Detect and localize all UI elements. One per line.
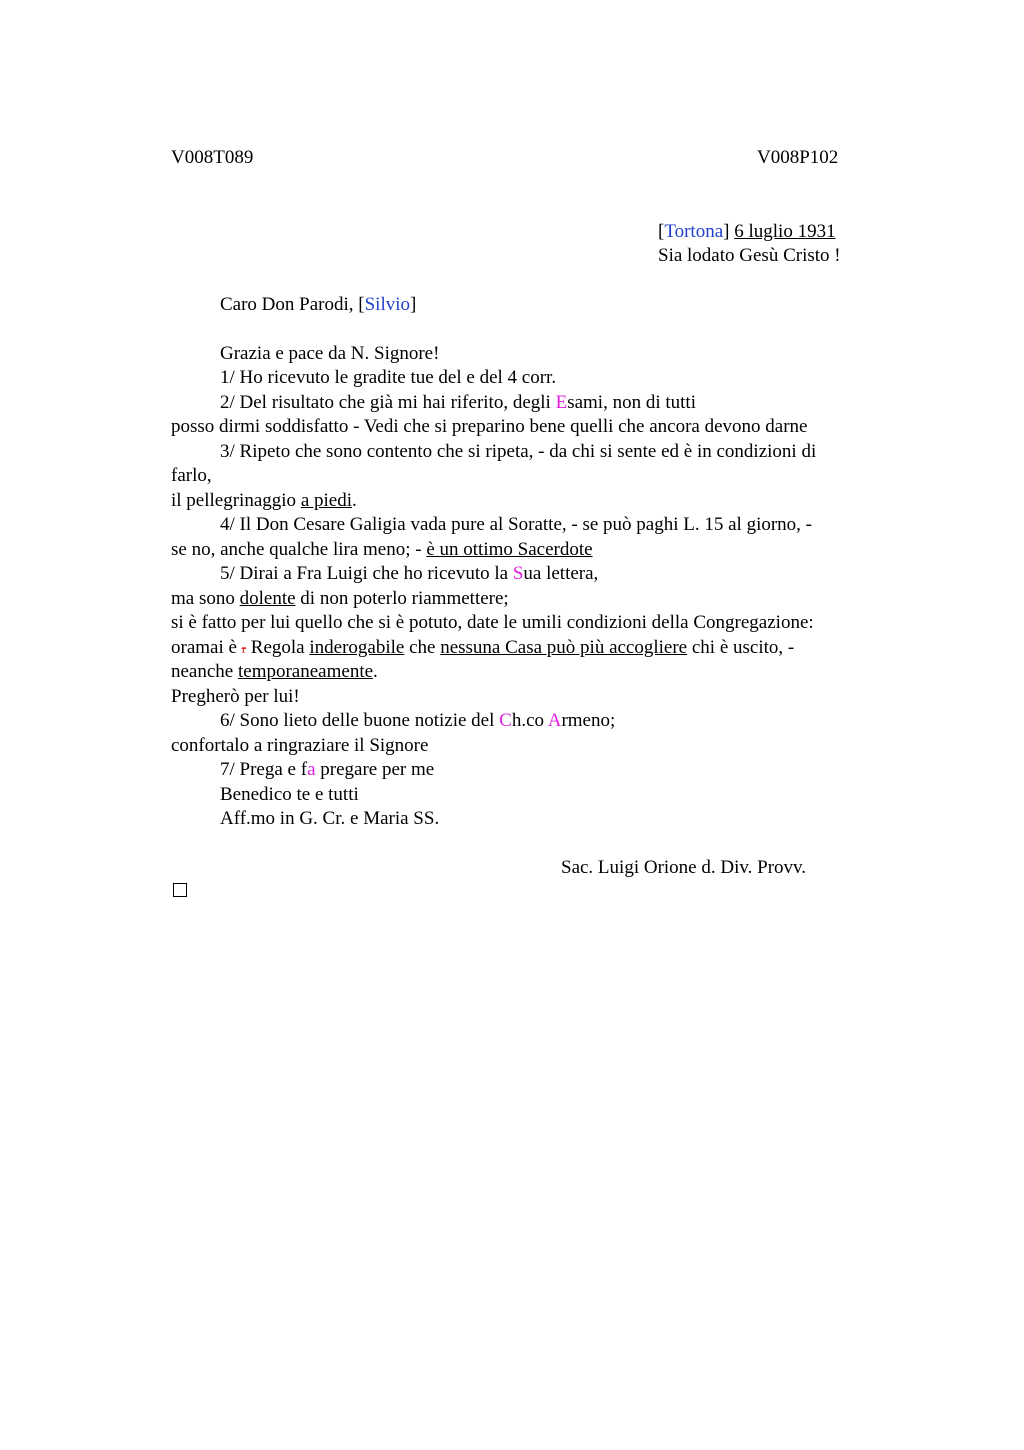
text-run: h.co bbox=[511, 710, 548, 731]
underlined-text: nessuna Casa può più accogliere bbox=[440, 637, 688, 658]
paragraph-5-line-2 bbox=[171, 587, 509, 611]
text-run: 5/ Dirai a Fra Luigi che ho ricevuto la bbox=[220, 563, 513, 584]
text-run: Regola bbox=[246, 637, 310, 658]
text-run: . bbox=[373, 661, 378, 682]
empty-box-icon bbox=[173, 883, 187, 897]
paragraph-5 bbox=[220, 562, 598, 586]
underlined-text: è un ottimo Sacerdote bbox=[426, 539, 593, 560]
invocation: Sia lodato Gesù Cristo ! bbox=[658, 245, 841, 266]
paragraph-5-line-4 bbox=[171, 636, 794, 661]
closing-valediction: Aff.mo in G. Cr. e Maria SS. bbox=[220, 808, 440, 829]
deleted-letter: r bbox=[241, 641, 247, 656]
editorial-letter: a bbox=[307, 759, 316, 780]
paragraph-2-cont: posso dirmi soddisfatto - Vedi che si preparino bene quelli che ancora devono darne bbox=[171, 416, 808, 437]
editorial-letter: E bbox=[555, 392, 568, 413]
underlined-text: inderogabile bbox=[309, 637, 405, 658]
dateline: [Tortona] 6 luglio 1931 bbox=[658, 221, 836, 242]
greeting: Grazia e pace da N. Signore! bbox=[220, 343, 440, 364]
paragraph-3: 3/ Ripeto che sono contento che si ripeta, - da chi si sente ed è in condizioni di bbox=[220, 441, 817, 462]
text-run: pregare per me bbox=[315, 759, 435, 780]
text-run: ma sono bbox=[171, 588, 240, 609]
document-code-right: V008P102 bbox=[757, 147, 839, 168]
text-run: sami, non di tutti bbox=[567, 392, 696, 413]
text-run: 6/ Sono lieto delle buone notizie del bbox=[220, 710, 500, 731]
paragraph-5-line-5 bbox=[171, 660, 378, 684]
paragraph-7 bbox=[220, 758, 434, 782]
text-run: se no, anche qualche lira meno; - bbox=[171, 539, 427, 560]
text-run: 2/ Del risultato che già mi hai riferito, degli bbox=[220, 392, 556, 413]
paragraph-5-line-6: Pregherò per lui! bbox=[171, 686, 300, 707]
paragraph-4-cont bbox=[171, 538, 593, 562]
recipient-name: Silvio bbox=[364, 294, 410, 315]
text-run: oramai è bbox=[171, 637, 242, 658]
text-run: ua lettera, bbox=[523, 563, 599, 584]
salutation: Caro Don Parodi, [Silvio] bbox=[220, 294, 417, 315]
salutation-text: Caro Don Parodi, bbox=[220, 294, 359, 315]
place-name: Tortona bbox=[664, 221, 724, 242]
text-run: che bbox=[404, 637, 441, 658]
underlined-text: temporaneamente bbox=[237, 661, 374, 682]
document-code-left: V008T089 bbox=[171, 147, 254, 168]
text-run: il pellegrinaggio bbox=[171, 490, 301, 511]
text-run: 7/ Prega e f bbox=[220, 759, 308, 780]
paragraph-6-cont: confortalo a ringraziare il Signore bbox=[171, 735, 429, 756]
paragraph-3-cont: farlo, bbox=[171, 465, 212, 486]
text-run: chi è uscito, - bbox=[687, 637, 795, 658]
text-run: rmeno; bbox=[561, 710, 616, 731]
text-run: neanche bbox=[171, 661, 238, 682]
closing-blessing: Benedico te e tutti bbox=[220, 784, 359, 805]
underlined-text: a piedi bbox=[300, 490, 352, 511]
paragraph-1: 1/ Ho ricevuto le gradite tue del e del 4 corr. bbox=[220, 367, 557, 388]
text-run: di non poterlo riammettere; bbox=[295, 588, 509, 609]
paragraph-4: 4/ Il Don Cesare Galigia vada pure al Soratte, - se può paghi L. 15 al giorno, - bbox=[220, 514, 812, 535]
underlined-text: dolente bbox=[239, 588, 296, 609]
editorial-letter: A bbox=[547, 710, 562, 731]
editorial-letter: S bbox=[512, 563, 524, 584]
paragraph-6 bbox=[220, 709, 615, 733]
paragraph-2 bbox=[220, 391, 696, 415]
signature: Sac. Luigi Orione d. Div. Provv. bbox=[561, 857, 807, 878]
paragraph-5-line-3: si è fatto per lui quello che si è potuto, date le umili condizioni della Congregazione: bbox=[171, 612, 814, 633]
editorial-letter: C bbox=[499, 710, 512, 731]
letter-date: 6 luglio 1931 bbox=[734, 221, 836, 242]
paragraph-3-end bbox=[171, 489, 357, 513]
text-run: . bbox=[352, 490, 357, 511]
